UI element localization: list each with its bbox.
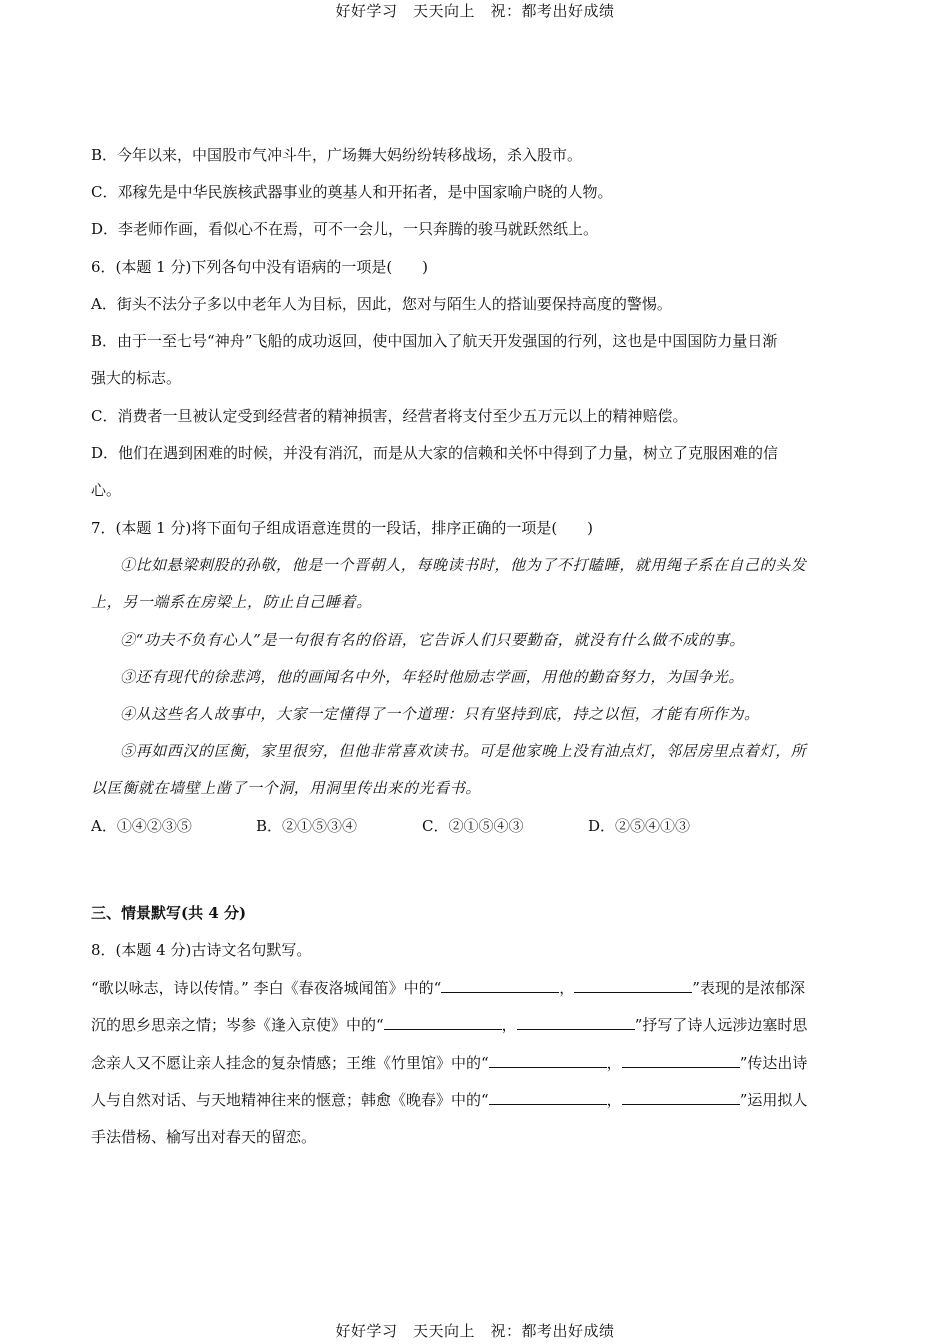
q8-separator: ， (559, 979, 575, 997)
q7-option-a: A．①④②③⑤ (91, 817, 192, 835)
q5-option-c: C．邓稼先是中华民族核武器事业的奠基人和开拓者，是中国家喻户晓的人物。 (91, 183, 613, 201)
q5-option-b: B．今年以来，中国股市气冲斗牛，广场舞大妈纷纷转移战场，杀入股市。 (91, 146, 583, 164)
q7-sentence-4: ④从这些名人故事中，大家一定懂得了一个道理：只有坚持到底，持之以恒，才能有所作为。 (120, 705, 760, 723)
q7-sentence-2: ②“功夫不负有心人”是一句很有名的俗语，它告诉人们只要勤奋，就没有什么做不成的事。 (120, 631, 745, 649)
answer-blank[interactable] (441, 978, 559, 993)
q8-line1-text-b: ”表现的是浓郁深 (692, 979, 805, 997)
q8-line1-text-a: “歌以咏志，诗以传情。” 李白《春夜洛城闻笛》中的“ (91, 979, 442, 997)
answer-blank[interactable] (489, 1053, 607, 1068)
q5-option-d: D．李老师作画，看似心不在焉，可不一会儿，一只奔腾的骏马就跃然纸上。 (91, 220, 599, 238)
q6-option-a: A．街头不法分子多以中老年人为目标，因此，您对与陌生人的搭讪要保持高度的警惕。 (91, 295, 672, 313)
q6-option-c: C．消费者一旦被认定受到经营者的精神损害，经营者将支付至少五万元以上的精神赔偿。 (91, 407, 688, 425)
q6-option-b-line1: B．由于一至七号“神舟”飞船的成功返回，使中国加入了航天开发强国的行列，这也是中国国防力量日渐 (91, 332, 778, 350)
q8-line1 (91, 978, 805, 998)
answer-blank[interactable] (517, 1015, 635, 1030)
q8-line3 (91, 1053, 807, 1073)
section-3-title: 三、情景默写(共 4 分) (91, 904, 247, 922)
page-footer: 好好学习 天天向上 祝：都考出好成绩 (335, 1322, 615, 1340)
q8-separator: ， (501, 1016, 517, 1034)
q6-option-d-line1: D．他们在遇到困难的时候，并没有消沉，而是从大家的信赖和关怀中得到了力量，树立了克服困难的信 (91, 444, 779, 462)
q7-stem: 7．(本题 1 分)将下面句子组成语意连贯的一段话，排序正确的一项是( ) (91, 519, 594, 537)
q6-option-b-line2: 强大的标志。 (91, 369, 182, 387)
q8-stem: 8．(本题 4 分)古诗文名句默写。 (91, 941, 312, 959)
q7-sentence-3: ③还有现代的徐悲鸿，他的画闻名中外，年轻时他励志学画，用他的勤奋努力，为国争光。 (120, 668, 745, 686)
answer-blank[interactable] (622, 1090, 740, 1105)
q8-line5: 手法借杨、榆写出对春天的留恋。 (91, 1128, 317, 1146)
q7-sentence-1-line1: ①比如悬梁刺股的孙敬，他是一个晋朝人，每晚读书时，他为了不打瞌睡，就用绳子系在自己的头发 (120, 556, 807, 574)
q7-sentence-5-line2: 以匡衡就在墙壁上凿了一个洞，用洞里传出来的光看书。 (91, 779, 482, 797)
page-header: 好好学习 天天向上 祝：都考出好成绩 (335, 2, 615, 20)
q7-option-d: D．②⑤④①③ (588, 817, 691, 835)
q8-line2-text-a: 沉的思乡思亲之情；岑参《逢入京使》中的“ (91, 1016, 384, 1034)
q8-line2 (91, 1015, 807, 1035)
q8-line2-text-b: ”抒写了诗人远涉边塞时思 (634, 1016, 808, 1034)
q8-separator: ， (606, 1091, 622, 1109)
q6-stem: 6．(本题 1 分)下列各句中没有语病的一项是( ) (91, 258, 429, 276)
answer-blank[interactable] (384, 1015, 502, 1030)
answer-blank[interactable] (622, 1053, 740, 1068)
q8-separator: ， (606, 1054, 622, 1072)
q8-line4-text-b: ”运用拟人 (739, 1091, 808, 1109)
q8-line3-text-a: 念亲人又不愿让亲人挂念的复杂情感；王维《竹里馆》中的“ (91, 1054, 489, 1072)
answer-blank[interactable] (574, 978, 692, 993)
q8-line3-text-b: ”传达出诗 (739, 1054, 808, 1072)
q6-option-d-line2: 心。 (91, 481, 122, 499)
q8-line4 (91, 1090, 807, 1110)
q7-option-c: C．②①⑤④③ (422, 817, 524, 835)
q7-sentence-1-line2: 上，另一端系在房梁上，防止自己睡着。 (91, 593, 372, 611)
q7-option-b: B．②①⑤③④ (256, 817, 358, 835)
q7-sentence-5-line1: ⑤再如西汉的匡衡，家里很穷，但他非常喜欢读书。可是他家晚上没有油点灯，邻居房里点着灯，所 (120, 742, 807, 760)
q8-line4-text-a: 人与自然对话、与天地精神往来的惬意；韩愈《晚春》中的“ (91, 1091, 489, 1109)
answer-blank[interactable] (489, 1090, 607, 1105)
